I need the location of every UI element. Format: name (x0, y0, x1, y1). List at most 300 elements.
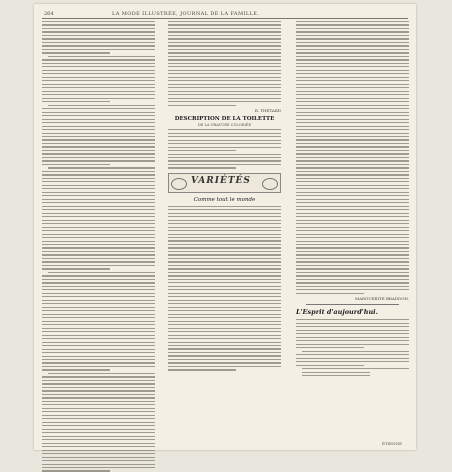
text-line (42, 408, 155, 409)
text-line (168, 369, 236, 370)
text-line (296, 63, 409, 64)
text-line (302, 368, 409, 369)
text-line (42, 223, 155, 224)
text-line (42, 345, 155, 346)
text-line (42, 258, 155, 259)
text-line (48, 56, 155, 57)
text-line (42, 383, 155, 384)
text-line (168, 234, 281, 235)
text-line (42, 139, 155, 140)
text-line (168, 105, 236, 106)
text-line (42, 188, 155, 189)
text-line (296, 241, 409, 242)
text-line (42, 300, 155, 301)
text-line (168, 251, 281, 252)
text-line (168, 296, 281, 297)
text-line (296, 237, 409, 238)
text-line (168, 268, 281, 269)
text-line (42, 181, 155, 182)
text-line (168, 206, 281, 207)
text-line (42, 261, 155, 262)
text-line (42, 241, 155, 242)
text-line (42, 63, 155, 64)
text-line (42, 338, 155, 339)
text-line (168, 366, 281, 367)
journal-title: LA MODE ILLUSTRÉE, JOURNAL DE LA FAMILLE. (112, 11, 260, 17)
text-line (296, 195, 409, 196)
text-line (168, 265, 281, 266)
text-line (296, 261, 409, 262)
text-line (42, 418, 155, 419)
text-line (296, 153, 409, 154)
text-line (42, 66, 155, 67)
text-line (296, 247, 409, 248)
text-line (296, 108, 409, 109)
varietes-banner (168, 173, 281, 193)
text-line (42, 275, 155, 276)
text-line (168, 317, 281, 318)
text-line (296, 28, 409, 29)
text-line (42, 122, 155, 123)
text-line (42, 108, 155, 109)
text-line (168, 240, 281, 241)
text-line (168, 300, 281, 301)
text-line (168, 59, 281, 60)
text-line (168, 254, 281, 255)
text-line (168, 160, 281, 161)
text-line (296, 293, 364, 294)
text-line (42, 101, 110, 102)
text-line (168, 237, 281, 238)
text-line (168, 307, 281, 308)
text-line (42, 174, 155, 175)
text-line (168, 362, 281, 363)
text-line (296, 330, 409, 331)
text-line (296, 143, 409, 144)
text-line (42, 52, 110, 53)
text-line (42, 464, 155, 465)
text-line (42, 415, 155, 416)
text-line (42, 234, 155, 235)
text-line (42, 45, 155, 46)
text-line (168, 87, 281, 88)
text-line (42, 460, 155, 461)
text-line (42, 94, 155, 95)
text-line (168, 38, 281, 39)
text-line (168, 157, 281, 158)
text-line (296, 258, 409, 259)
text-line (42, 87, 155, 88)
text-line (168, 352, 281, 353)
text-line (296, 171, 409, 172)
text-line (42, 268, 110, 269)
text-line (42, 404, 155, 405)
text-line (296, 354, 409, 355)
text-line (42, 91, 155, 92)
text-line (42, 244, 155, 245)
text-line (42, 356, 155, 357)
text-line (296, 31, 409, 32)
text-line (296, 150, 409, 151)
text-line (296, 133, 409, 134)
text-line (42, 146, 155, 147)
text-line (296, 230, 409, 231)
text-line (296, 223, 409, 224)
text-line (42, 335, 155, 336)
text-line (42, 328, 155, 329)
text-line (168, 167, 236, 168)
section-subheading: DE LA GRAVURE COLORIÉE (197, 123, 252, 128)
text-line (42, 24, 155, 25)
text-line (168, 147, 281, 148)
section-divider (306, 304, 399, 305)
text-line (296, 181, 409, 182)
text-line (42, 98, 155, 99)
text-line (296, 185, 409, 186)
text-line (168, 220, 281, 221)
text-line (42, 251, 155, 252)
text-line (168, 35, 281, 36)
text-line (168, 129, 281, 130)
text-line (296, 160, 409, 161)
text-line (42, 397, 155, 398)
text-line (168, 338, 281, 339)
text-line (296, 358, 409, 359)
text-line (42, 362, 155, 363)
text-line (42, 314, 155, 315)
text-line (42, 349, 155, 350)
text-line (42, 171, 155, 172)
text-line (168, 244, 281, 245)
text-line (168, 94, 281, 95)
text-line (302, 351, 409, 352)
text-line (42, 126, 155, 127)
text-line (296, 164, 409, 165)
article-signature: R. THÉTARD (254, 108, 281, 114)
text-line (48, 373, 155, 374)
text-line (296, 282, 409, 283)
text-line (42, 286, 155, 287)
text-line (42, 157, 155, 158)
text-line (296, 220, 409, 221)
text-line (42, 282, 155, 283)
text-line (296, 80, 409, 81)
text-line (168, 66, 281, 67)
text-line (296, 112, 409, 113)
text-line (296, 126, 409, 127)
text-line (296, 59, 409, 60)
text-line (296, 227, 409, 228)
text-line (296, 347, 364, 348)
text-line (296, 337, 409, 338)
text-line (296, 340, 409, 341)
text-line (168, 314, 281, 315)
text-line (296, 319, 409, 320)
text-line (168, 272, 281, 273)
journal-page (34, 4, 416, 450)
text-line (42, 467, 155, 468)
text-line (42, 289, 155, 290)
text-line (296, 146, 409, 147)
text-line (296, 70, 409, 71)
text-line (42, 387, 155, 388)
text-line (48, 272, 155, 273)
text-line (296, 24, 409, 25)
section-heading-esprit: L'Esprit d'aujourd'hui. (296, 308, 378, 317)
text-line (296, 268, 409, 269)
text-line (168, 275, 281, 276)
text-line (42, 376, 155, 377)
text-line (296, 122, 409, 123)
text-line (296, 279, 409, 280)
text-line (42, 380, 155, 381)
text-line (296, 45, 409, 46)
text-line (296, 49, 409, 50)
text-line (168, 136, 281, 137)
text-line (42, 293, 155, 294)
text-line (168, 91, 281, 92)
text-line (42, 119, 155, 120)
text-line (42, 366, 155, 367)
text-line (296, 275, 409, 276)
text-line (42, 195, 155, 196)
text-line (42, 303, 155, 304)
text-line (302, 375, 370, 376)
text-line (296, 119, 409, 120)
text-line (168, 331, 281, 332)
text-line (42, 213, 155, 214)
text-line (168, 140, 281, 141)
text-line (168, 21, 281, 22)
text-line (296, 98, 409, 99)
text-line (42, 192, 155, 193)
text-line (168, 56, 281, 57)
text-line (168, 279, 281, 280)
column-1 (42, 21, 155, 436)
text-line (168, 24, 281, 25)
text-line (296, 87, 409, 88)
text-line (168, 335, 281, 336)
text-line (42, 359, 155, 360)
text-line (42, 411, 155, 412)
text-line (42, 331, 155, 332)
text-line (296, 254, 409, 255)
text-line (168, 31, 281, 32)
text-line (168, 345, 281, 346)
page-header (42, 10, 408, 18)
text-line (168, 154, 281, 155)
text-line (42, 317, 155, 318)
text-line (296, 136, 409, 137)
text-line (168, 293, 281, 294)
text-line (168, 70, 281, 71)
text-line (168, 223, 281, 224)
text-line (296, 289, 409, 290)
text-line (296, 94, 409, 95)
section-heading-toilette: DESCRIPTION DE LA TOILETTE (174, 116, 275, 123)
text-line (42, 279, 155, 280)
text-line (168, 98, 281, 99)
text-line (42, 35, 155, 36)
text-line (42, 422, 155, 423)
text-line (296, 105, 409, 106)
text-line (42, 115, 155, 116)
text-line (296, 344, 409, 345)
header-rule (42, 18, 408, 19)
article-signature-2: MARGUERITE BRADDON. (355, 296, 409, 302)
text-line (42, 450, 155, 451)
text-line (168, 286, 281, 287)
text-line (296, 101, 409, 102)
text-line (42, 216, 155, 217)
text-line (168, 80, 281, 81)
text-line (42, 425, 155, 426)
text-line (42, 28, 155, 29)
text-line (42, 429, 155, 430)
text-line (168, 359, 281, 360)
text-line (42, 199, 155, 200)
text-line (42, 143, 155, 144)
text-line (42, 112, 155, 113)
text-line (296, 202, 409, 203)
text-line (296, 77, 409, 78)
text-line (296, 333, 409, 334)
text-line (296, 323, 409, 324)
text-line (296, 209, 409, 210)
text-line (42, 265, 155, 266)
text-line (168, 150, 236, 151)
text-line (42, 457, 155, 458)
text-line (42, 453, 155, 454)
banner-title: VARIÉTÉS (191, 175, 251, 186)
text-line (48, 167, 155, 168)
text-line (42, 153, 155, 154)
text-line (168, 227, 281, 228)
text-line (168, 355, 281, 356)
text-line (168, 247, 281, 248)
text-line (296, 365, 364, 366)
text-line (296, 157, 409, 158)
banner-ornament-left (171, 178, 187, 190)
text-line (296, 91, 409, 92)
text-line (42, 185, 155, 186)
text-line (168, 321, 281, 322)
text-line (296, 66, 409, 67)
banner-ornament-right (262, 178, 278, 190)
text-line (42, 401, 155, 402)
text-line (168, 342, 281, 343)
text-line (42, 42, 155, 43)
text-line (168, 213, 281, 214)
text-line (168, 216, 281, 217)
text-line (42, 324, 155, 325)
text-line (296, 272, 409, 273)
text-line (168, 289, 281, 290)
text-line (296, 188, 409, 189)
text-line (42, 84, 155, 85)
text-line (168, 52, 281, 53)
text-line (168, 261, 281, 262)
text-line (168, 42, 281, 43)
text-line (42, 237, 155, 238)
text-line (168, 77, 281, 78)
text-line (168, 230, 281, 231)
text-line (168, 324, 281, 325)
text-line (42, 31, 155, 32)
text-line (296, 206, 409, 207)
text-line (168, 45, 281, 46)
text-line (42, 470, 110, 471)
text-line (168, 310, 281, 311)
text-line (42, 439, 155, 440)
text-line (42, 133, 155, 134)
text-line (296, 42, 409, 43)
text-line (42, 394, 155, 395)
text-line (296, 192, 409, 193)
text-line (42, 164, 110, 165)
text-line (168, 73, 281, 74)
text-line (296, 139, 409, 140)
text-line (296, 361, 409, 362)
text-line (42, 352, 155, 353)
text-line (42, 160, 155, 161)
text-line (42, 70, 155, 71)
text-line (168, 28, 281, 29)
text-line (42, 443, 155, 444)
text-line (296, 326, 409, 327)
text-line (296, 21, 409, 22)
text-line (296, 213, 409, 214)
text-line (42, 38, 155, 39)
column-3 (296, 21, 409, 436)
text-line (296, 35, 409, 36)
text-line (42, 342, 155, 343)
text-line (296, 38, 409, 39)
column-2 (168, 21, 281, 436)
text-line (42, 49, 155, 50)
text-line (168, 84, 281, 85)
text-line (296, 115, 409, 116)
text-line (42, 77, 155, 78)
text-line (42, 21, 155, 22)
text-line (168, 303, 281, 304)
text-line (168, 209, 281, 210)
text-line (168, 63, 281, 64)
text-line (42, 209, 155, 210)
text-line (42, 220, 155, 221)
text-line (42, 230, 155, 231)
text-line (42, 432, 155, 433)
text-line (168, 258, 281, 259)
text-line (168, 282, 281, 283)
text-line (42, 73, 155, 74)
text-line (168, 348, 281, 349)
text-line (42, 321, 155, 322)
text-line (168, 143, 281, 144)
footer-signature: ÉTIENNE (381, 441, 402, 446)
text-line (42, 136, 155, 137)
text-line (296, 129, 409, 130)
text-line (42, 307, 155, 308)
text-line (42, 369, 110, 370)
text-line (42, 436, 155, 437)
text-line (296, 234, 409, 235)
text-line (296, 244, 409, 245)
text-line (168, 133, 281, 134)
text-line (296, 73, 409, 74)
text-line (296, 178, 409, 179)
text-line (168, 164, 281, 165)
